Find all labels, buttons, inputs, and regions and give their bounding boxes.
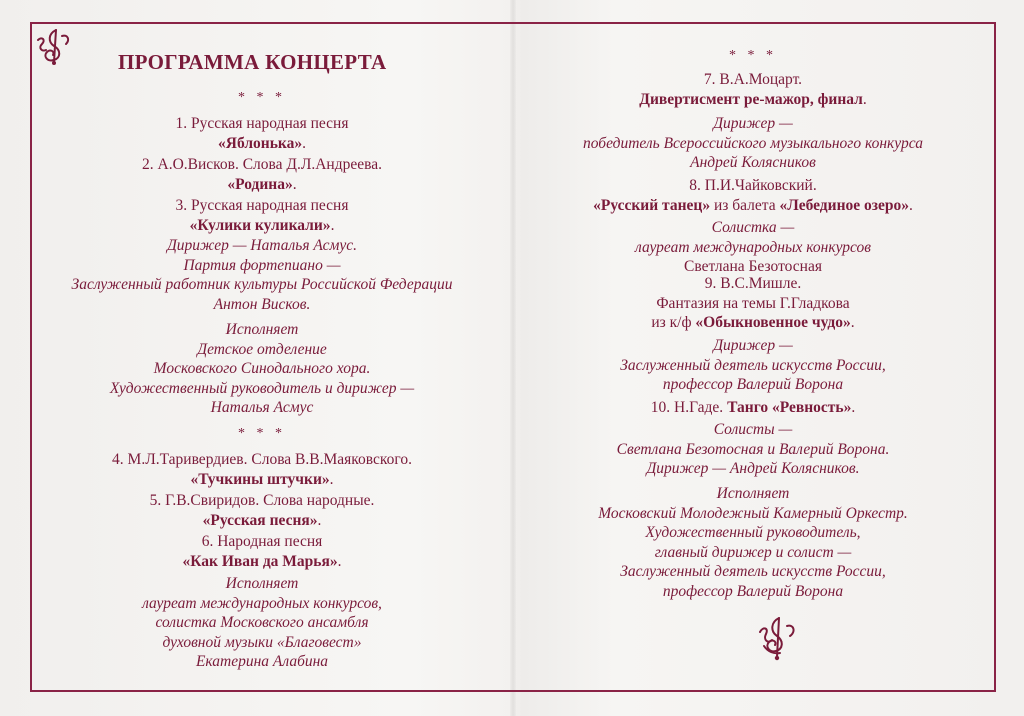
program-piece: «Родина». [227,175,297,193]
credit-line: победитель Всероссийского музыкального конкурса [583,134,923,152]
credit-line: Исполняет [225,575,299,592]
credit-line: духовной музыки «Благовест» [162,633,362,651]
program-block-2 [30,450,494,571]
section-divider: * * * [238,90,286,105]
credit-line: Заслуженный работник культуры Российской Федерации [71,276,453,293]
conductor-credits-9 [530,336,976,395]
credit-line: Исполняет [716,485,790,502]
credit-line: Светлана Безотосная [684,258,822,275]
program-item: 9. В.С.Мишле. [704,275,802,292]
credit-line: Екатерина Алабина [195,653,329,670]
credit-line: лауреат международных конкурсов [635,238,871,256]
performer-credits-2 [30,574,494,672]
program-piece: «Как Иван да Марья». [182,552,342,570]
program-item-7 [530,70,976,109]
program-piece: Дивертисмент ре-мажор, финал. [639,90,867,108]
credit-line: Дирижер — Наталья Асмус. [166,237,358,254]
program-item: 5. Г.В.Свиридов. Слова народные. [149,492,375,509]
credit-line: Детское отделение [197,340,327,358]
credit-line: лауреат международных конкурсов, [142,594,382,612]
program-item-9 [530,274,976,333]
section-divider: * * * [729,48,777,63]
program-piece: 10. Н.Гаде. Танго «Ревность». [650,399,856,416]
credit-line: Солистка — [711,219,795,236]
conductor-credits-1 [30,236,494,314]
program-block-1 [30,114,494,235]
credit-line: Исполняет [225,321,299,338]
performer-credits-1 [30,320,494,418]
page-title: ПРОГРАММА КОНЦЕРТА [118,50,387,74]
program-item: 8. П.И.Чайковский. [689,177,817,194]
credit-line: Солисты — [713,421,793,438]
program-piece: «Кулики куликали». [189,216,335,234]
credit-line: Художественный руководитель, [645,524,861,541]
program-item: 4. М.Л.Таривердиев. Слова В.В.Маяковского. [112,451,412,468]
program-item: 1. Русская народная песня [175,115,349,132]
credit-line: главный дирижер и солист — [654,543,852,561]
section-divider: * * * [238,426,286,441]
soloist-credits-10 [530,420,976,479]
program-piece: «Русская песня». [202,511,322,529]
credit-line: Антон Висков. [213,295,311,313]
credit-line: профессор Валерий Ворона [662,582,844,600]
program-item-8 [530,176,976,215]
treble-clef-ornament-icon [34,26,74,66]
credit-line: профессор Валерий Ворона [662,376,844,393]
credit-line: Светлана Безотосная и Валерий Ворона. [616,440,890,458]
program-item-10 [530,398,976,418]
credit-line: солистка Московского ансамбля [155,614,369,631]
program-item: 7. В.А.Моцарт. [703,71,803,88]
credit-line: Партия фортепиано — [183,256,341,274]
treble-clef-ornament-icon [752,612,802,662]
credit-line: Наталья Асмус [210,399,314,416]
credit-line: Художественный руководитель и дирижер — [109,379,415,397]
credit-line: Заслуженный деятель искусств России, [620,356,886,374]
program-item: 3. Русская народная песня [175,197,349,214]
credit-line: Заслуженный деятель искусств России, [620,563,886,580]
program-item: 6. Народная песня [201,533,323,550]
program-item: 2. А.О.Висков. Слова Д.Л.Андреева. [142,156,382,173]
credit-line: Московского Синодального хора. [153,360,371,377]
credit-line: Андрей Колясников [690,154,816,171]
program-piece: «Тучкины штучки». [190,470,334,488]
credit-line: Дирижер — Андрей Колясников. [646,460,860,477]
conductor-credits-7 [530,114,976,173]
program-piece: «Русский танец» из балета «Лебединое озеро». [593,196,913,214]
performer-credits-final [530,484,976,601]
soloist-credits-8 [530,218,976,277]
credit-line: Дирижер — [713,337,793,354]
credit-line: Московский Молодежный Камерный Оркестр. [598,504,908,522]
program-item: Фантазия на темы Г.Гладкова [656,294,850,312]
program-piece: «Яблонька». [218,134,306,152]
program-piece: из к/ф «Обыкновенное чудо». [651,314,855,331]
credit-line: Дирижер — [713,115,793,132]
